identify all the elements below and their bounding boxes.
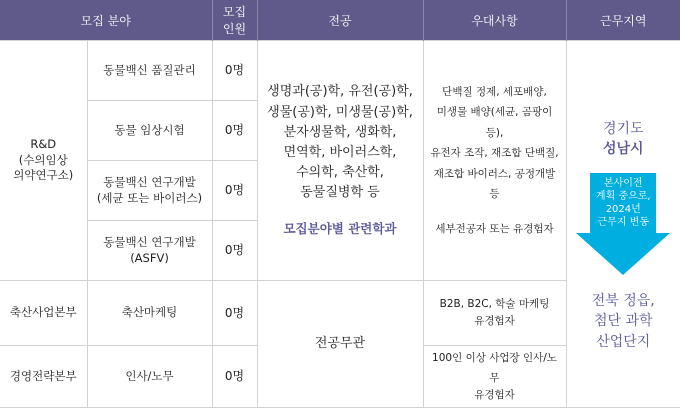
sub-field: 인사/노무: [87, 345, 212, 407]
preference-line: 100인 이상 사업장 인사/노무: [432, 351, 557, 385]
preference-line: 단백질 정제, 세포배양,: [442, 85, 547, 98]
group-rnd: [0, 41, 87, 281]
major-line: 수의학, 축산학,: [296, 164, 384, 180]
header-count-line2: 인원: [222, 22, 247, 36]
relocation-arrow: [576, 173, 670, 275]
preference-line: 유경험자: [474, 314, 515, 327]
table-header-row: [0, 0, 680, 41]
sub-field: 축산마케팅: [87, 281, 212, 346]
arrow-note-line: 계획 중으로,: [595, 191, 651, 202]
major-line: 생명과(공)학, 유전(공)학,: [267, 84, 413, 100]
major-line: 면역학, 바이러스학,: [283, 144, 397, 160]
current-region-line2: 성남시: [602, 141, 644, 158]
group-rnd-line3: 의약연구소): [13, 168, 74, 183]
headcount: 0명: [212, 221, 257, 281]
group-strategy: 경영전략본부: [0, 345, 87, 407]
preference-marketing: [423, 281, 566, 346]
region-cell: [566, 41, 680, 408]
future-region-line: 산업단지: [596, 333, 651, 350]
sub-field-line2: (ASFV): [130, 250, 169, 265]
headcount: 0명: [212, 281, 257, 346]
headcount: 0명: [212, 41, 257, 101]
current-region: [571, 119, 677, 160]
table-row: [0, 41, 680, 101]
sub-field: 동물백신 품질관리: [87, 41, 212, 101]
headcount: 0명: [212, 345, 257, 407]
group-rnd-line1: R&D: [30, 137, 57, 152]
arrow-note-line: 2024년: [605, 204, 641, 215]
arrow-note: [590, 177, 656, 229]
preference-extra: 세부전공자 또는 유경험자: [435, 222, 554, 235]
sub-field-line1: 동물백신 연구개발: [103, 234, 196, 249]
headcount: 0명: [212, 101, 257, 161]
future-region-line: 전북 정읍,: [591, 293, 655, 309]
related-majors-link[interactable]: 모집분야별 관련학과: [283, 221, 397, 237]
preference-line: 미생물 배양(세균, 곰팡이 등),: [436, 106, 553, 139]
sub-field-line1: 동물백신 연구개발: [103, 174, 196, 189]
arrow-note-line: 본사이전: [603, 178, 643, 189]
preference-line: 유경험자: [474, 388, 515, 401]
major-line: 분자생물학, 생화학,: [283, 124, 397, 140]
headcount: 0명: [212, 161, 257, 221]
preference-line: 재조합 바이러스, 공정개발 등: [433, 167, 556, 201]
group-rnd-line2: (수의임상: [18, 152, 68, 167]
preference-line: B2B, B2C, 학술 마케팅: [439, 298, 550, 311]
major-other: 전공무관: [257, 281, 423, 408]
preference-hr: [423, 345, 566, 407]
sub-field: [87, 221, 212, 281]
header-region: 근무지역: [566, 0, 680, 41]
major-line: 생물(공)학, 미생물(공)학,: [267, 104, 413, 120]
sub-field-line2: (세균 또는 바이러스): [96, 190, 203, 205]
header-major: 전공: [257, 0, 423, 41]
future-region-line: 첨단 과학: [593, 313, 653, 330]
header-count: [212, 0, 257, 41]
sub-field: [87, 161, 212, 221]
future-region: [571, 291, 677, 352]
group-livestock: 축산사업본부: [0, 281, 87, 346]
arrow-note-line: 근무지 변동: [597, 217, 649, 228]
major-line: 동물질병학 등: [300, 185, 380, 201]
sub-field: 동물 임상시험: [87, 101, 212, 161]
major-rnd: [257, 41, 423, 281]
header-count-line1: 모집: [222, 5, 247, 19]
header-field: 모집 분야: [0, 0, 212, 41]
current-region-line1: 경기도: [602, 121, 644, 137]
preference-rnd: [423, 41, 566, 281]
header-preference: 우대사항: [423, 0, 566, 41]
preference-line: 유전자 조작, 재조합 단백질,: [430, 147, 559, 160]
